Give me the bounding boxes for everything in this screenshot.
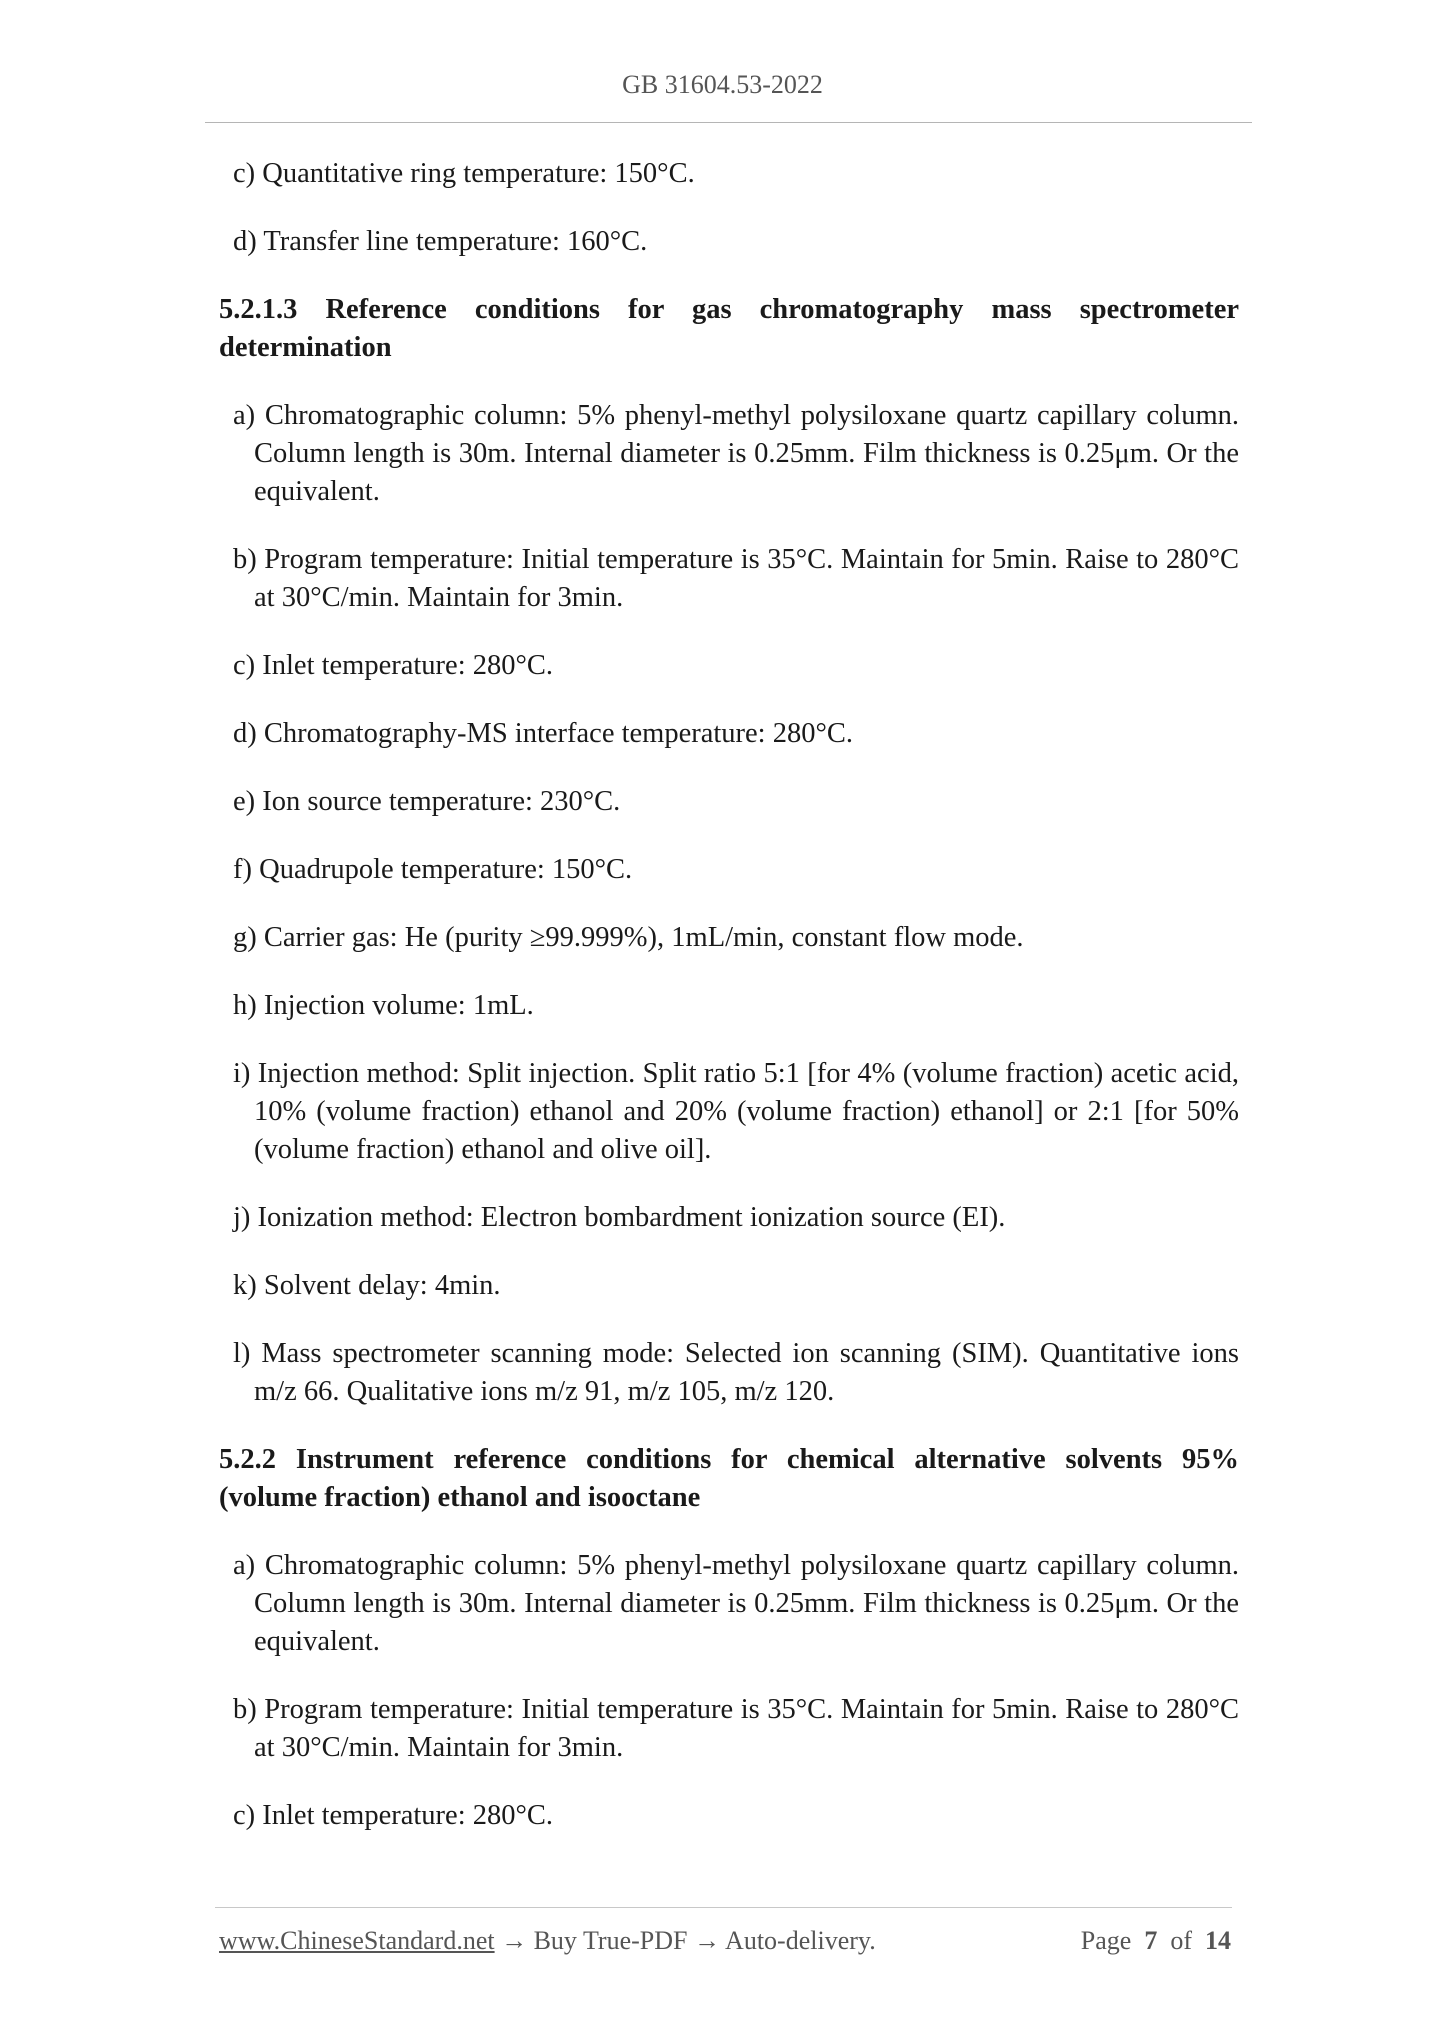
section-5-2-2	[219, 1441, 1239, 1835]
list-item: d) Chromatography-MS interface temperature: 280°C.	[233, 718, 854, 749]
list-item: b) Program temperature: Initial temperature is 35°C. Maintain for 5min. Raise to 280°C at 30°C/min. Maintain for 3min.	[233, 1694, 1239, 1763]
page-of-label: of	[1170, 1926, 1192, 1955]
list-item: d) Transfer line temperature: 160°C.	[233, 226, 648, 257]
list-item: i) Injection method: Split injection. Split ratio 5:1 [for 4% (volume fraction) acetic acid, 10% (volume fraction) ethanol and 20% (volume fraction) ethanol] or 2:1 [for 50% (volume fraction) ethanol and olive oil].	[233, 1058, 1239, 1165]
list-item: a) Chromatographic column: 5% phenyl-methyl polysiloxane quartz capillary column. Column length is 30m. Internal diameter is 0.25mm. Film thickness is 0.25μm. Or the equivalent.	[233, 400, 1239, 507]
page-number	[1081, 1926, 1231, 1956]
list-item: l) Mass spectrometer scanning mode: Selected ion scanning (SIM). Quantitative ions m/z 66. Qualitative ions m/z 91, m/z 105, m/z 120.	[233, 1338, 1239, 1407]
promo-text: → Buy True-PDF → Auto-delivery.	[494, 1926, 876, 1955]
standard-code: GB 31604.53-2022	[622, 70, 823, 99]
footer-promo	[219, 1926, 876, 1956]
page-current: 7	[1144, 1926, 1158, 1955]
document-header	[0, 70, 1445, 100]
site-link[interactable]: www.ChineseStandard.net	[219, 1926, 495, 1955]
list-item: j) Ionization method: Electron bombardment ionization source (EI).	[233, 1202, 1006, 1233]
list-item: f) Quadrupole temperature: 150°C.	[233, 854, 633, 885]
section-5-2-1-3	[219, 291, 1239, 1411]
list-item: h) Injection volume: 1mL.	[233, 990, 534, 1021]
list-item: c) Quantitative ring temperature: 150°C.	[233, 158, 695, 189]
list-item: k) Solvent delay: 4min.	[233, 1270, 501, 1301]
list-item: c) Inlet temperature: 280°C.	[233, 650, 554, 681]
footer-divider	[215, 1907, 1232, 1908]
list-item: a) Chromatographic column: 5% phenyl-methyl polysiloxane quartz capillary column. Column length is 30m. Internal diameter is 0.25mm. Film thickness is 0.25μm. Or the equivalent.	[233, 1550, 1239, 1657]
section-heading: 5.2.1.3 Reference conditions for gas chromatography mass spectrometer determination	[219, 294, 1239, 363]
section-continuation	[219, 155, 1239, 261]
page-total: 14	[1205, 1926, 1231, 1955]
section-heading: 5.2.2 Instrument reference conditions for chemical alternative solvents 95% (volume fraction) ethanol and isooctane	[219, 1444, 1239, 1513]
header-divider	[205, 122, 1252, 123]
list-item: e) Ion source temperature: 230°C.	[233, 786, 621, 817]
list-item: g) Carrier gas: He (purity ≥99.999%), 1mL/min, constant flow mode.	[233, 922, 1024, 953]
page-label: Page	[1080, 1926, 1132, 1955]
list-item: c) Inlet temperature: 280°C.	[233, 1800, 554, 1831]
page-body	[219, 155, 1239, 1865]
list-item: b) Program temperature: Initial temperature is 35°C. Maintain for 5min. Raise to 280°C at 30°C/min. Maintain for 3min.	[233, 544, 1239, 613]
